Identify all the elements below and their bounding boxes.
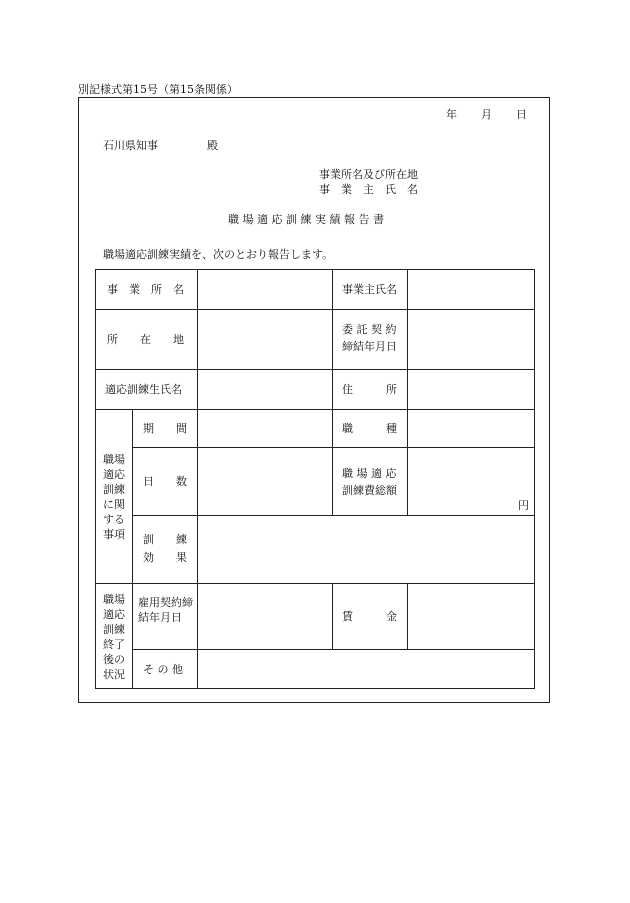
days-label-cell xyxy=(132,447,197,515)
after-section-label-cell xyxy=(95,583,132,689)
yen-unit: 円 xyxy=(518,499,529,512)
wage-label-cell xyxy=(332,583,407,649)
trainee-name-value[interactable] xyxy=(197,369,332,409)
period-value[interactable] xyxy=(197,409,332,447)
date-year: 年 xyxy=(446,108,457,121)
business-name-label-cell xyxy=(95,269,197,309)
date-month: 月 xyxy=(481,108,492,121)
training-section-label: 職場適応訓練に関する事項 xyxy=(103,453,125,541)
contract-date-value[interactable] xyxy=(407,309,535,369)
occupation-label-cell xyxy=(332,409,407,447)
effect-value[interactable] xyxy=(197,515,535,583)
other-label-cell xyxy=(132,649,197,689)
employment-contract-label: 雇用契約締結年月日 xyxy=(138,596,193,624)
report-title: 職 場 適 応 訓 練 実 績 報 告 書 xyxy=(228,213,384,226)
period-label: 期 間 xyxy=(143,422,187,435)
days-value[interactable] xyxy=(197,447,332,515)
employment-contract-value[interactable] xyxy=(197,583,332,649)
date-day: 日 xyxy=(516,108,527,121)
occupation-label: 職 種 xyxy=(342,422,397,435)
effect-label-2: 効 果 xyxy=(143,551,187,564)
effect-label-cell xyxy=(132,515,197,583)
cost-label-2: 訓練費総額 xyxy=(342,484,397,497)
business-name-value[interactable] xyxy=(197,269,332,309)
contract-date-label-cell xyxy=(332,309,407,369)
wage-value[interactable] xyxy=(407,583,535,649)
days-label: 日 数 xyxy=(143,475,187,488)
trainee-name-label: 適応訓練生氏名 xyxy=(105,383,182,396)
addressee-honorific: 殿 xyxy=(207,139,218,152)
other-value[interactable] xyxy=(197,649,535,689)
contract-date-label-2: 締結年月日 xyxy=(342,340,397,353)
addressee-name: 石川県知事 xyxy=(103,139,158,152)
location-label: 所 在 地 xyxy=(107,333,184,346)
employer-name-label-cell xyxy=(332,269,407,309)
occupation-value[interactable] xyxy=(407,409,535,447)
after-section-label: 職場適応訓練終了後の状況 xyxy=(103,593,125,681)
period-label-cell xyxy=(132,409,197,447)
business-name-label: 事 業 所 名 xyxy=(107,283,184,296)
employer-name-label: 事業主氏名 xyxy=(342,283,397,296)
trainee-name-label-cell xyxy=(95,369,197,409)
effect-label-1: 訓 練 xyxy=(143,533,187,546)
intro-text: 職場適応訓練実績を、次のとおり報告します。 xyxy=(103,248,334,261)
contract-date-label-1: 委 託 契 約 xyxy=(342,323,397,336)
employment-contract-label-cell xyxy=(132,583,197,649)
report-table xyxy=(95,269,535,689)
cost-value[interactable] xyxy=(407,447,535,515)
cost-label-1: 職 場 適 応 xyxy=(342,467,397,480)
wage-label: 賃 金 xyxy=(342,610,397,623)
employer-name-value[interactable] xyxy=(407,269,535,309)
location-value[interactable] xyxy=(197,309,332,369)
training-section-label-cell xyxy=(95,409,132,583)
other-label: そ の 他 xyxy=(143,663,183,676)
form-id: 別記様式第15号（第15条関係） xyxy=(78,83,238,96)
employer-address-label: 事業所名及び所在地 xyxy=(319,168,418,181)
employer-owner-label: 事 業 主 氏 名 xyxy=(319,183,418,196)
location-label-cell xyxy=(95,309,197,369)
address-label: 住 所 xyxy=(342,383,397,396)
address-label-cell xyxy=(332,369,407,409)
cost-label-cell xyxy=(332,447,407,515)
address-value[interactable] xyxy=(407,369,535,409)
